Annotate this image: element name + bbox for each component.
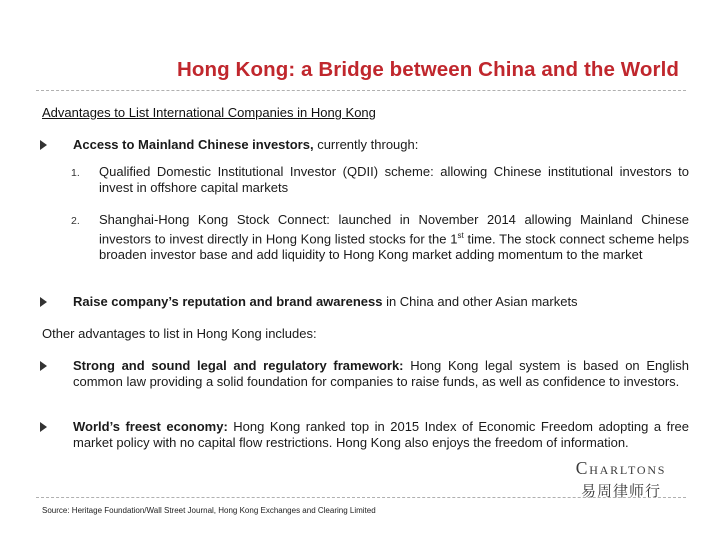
bullet-bold-lead: Access to Mainland Chinese investors, xyxy=(73,137,314,152)
bullet-rest: Hong Kong legal system is based on English common law providing a solid foundation for companies to raise funds, as well as confidence to investors. xyxy=(73,358,689,389)
bullet-freest-economy xyxy=(73,419,689,451)
charltons-logo xyxy=(560,458,682,501)
subitem-qdii: Qualified Domestic Institutional Investor (QDII) scheme: allowing Chinese institutional investors to invest in offshore capital markets xyxy=(99,164,689,195)
bullet-arrow-icon xyxy=(40,297,47,307)
bullet-access-mainland xyxy=(73,137,683,153)
other-advantages-heading: Other advantages to list in Hong Kong includes: xyxy=(42,326,317,341)
bullet-legal-framework xyxy=(73,358,689,390)
subitem-number: 2. xyxy=(71,215,80,227)
section-subheading: Advantages to List International Companies in Hong Kong xyxy=(42,105,376,120)
subitem-text-continued: time. The stock connect scheme helps broaden investor base and add liquidity to Hong Kong market adding momentum to the market xyxy=(99,231,690,263)
bullet-bold-lead: World’s freest economy: xyxy=(73,419,228,434)
bullet-bold-lead: Strong and sound legal and regulatory framework: xyxy=(73,358,404,373)
bullet-arrow-icon xyxy=(40,422,47,432)
bullet-bold-lead: Raise company’s reputation and brand awareness xyxy=(73,294,383,309)
bullet-rest: Hong Kong ranked top in 2015 Index of Economic Freedom adopting a free market policy with no capital flow restrictions. Hong Kong also enjoys the freedom of information. xyxy=(73,419,689,450)
logo-english: Charltons xyxy=(575,458,667,478)
subitem-stock-connect xyxy=(99,212,689,263)
logo-chinese: 易周律师行 xyxy=(580,482,661,500)
superscript: st xyxy=(457,231,464,240)
bullet-rest: in China and other Asian markets xyxy=(382,294,578,309)
slide-title: Hong Kong: a Bridge between China and the World xyxy=(176,58,679,81)
bullet-rest: currently through: xyxy=(313,137,419,152)
bullet-arrow-icon xyxy=(40,361,47,371)
bullet-arrow-icon xyxy=(40,140,47,150)
subitem-text: Shanghai-Hong Kong Stock Connect: launched in November 2014 allowing Mainland Chinese investors to invest directly in Hong Kong listed stocks for the 1 xyxy=(99,212,689,247)
source-note: Source: Heritage Foundation/Wall Street Journal, Hong Kong Exchanges and Clearing Limited xyxy=(42,506,376,515)
subitem-number: 1. xyxy=(71,167,80,179)
footer-divider xyxy=(36,497,686,498)
bullet-reputation xyxy=(73,294,693,310)
title-divider xyxy=(36,90,686,91)
